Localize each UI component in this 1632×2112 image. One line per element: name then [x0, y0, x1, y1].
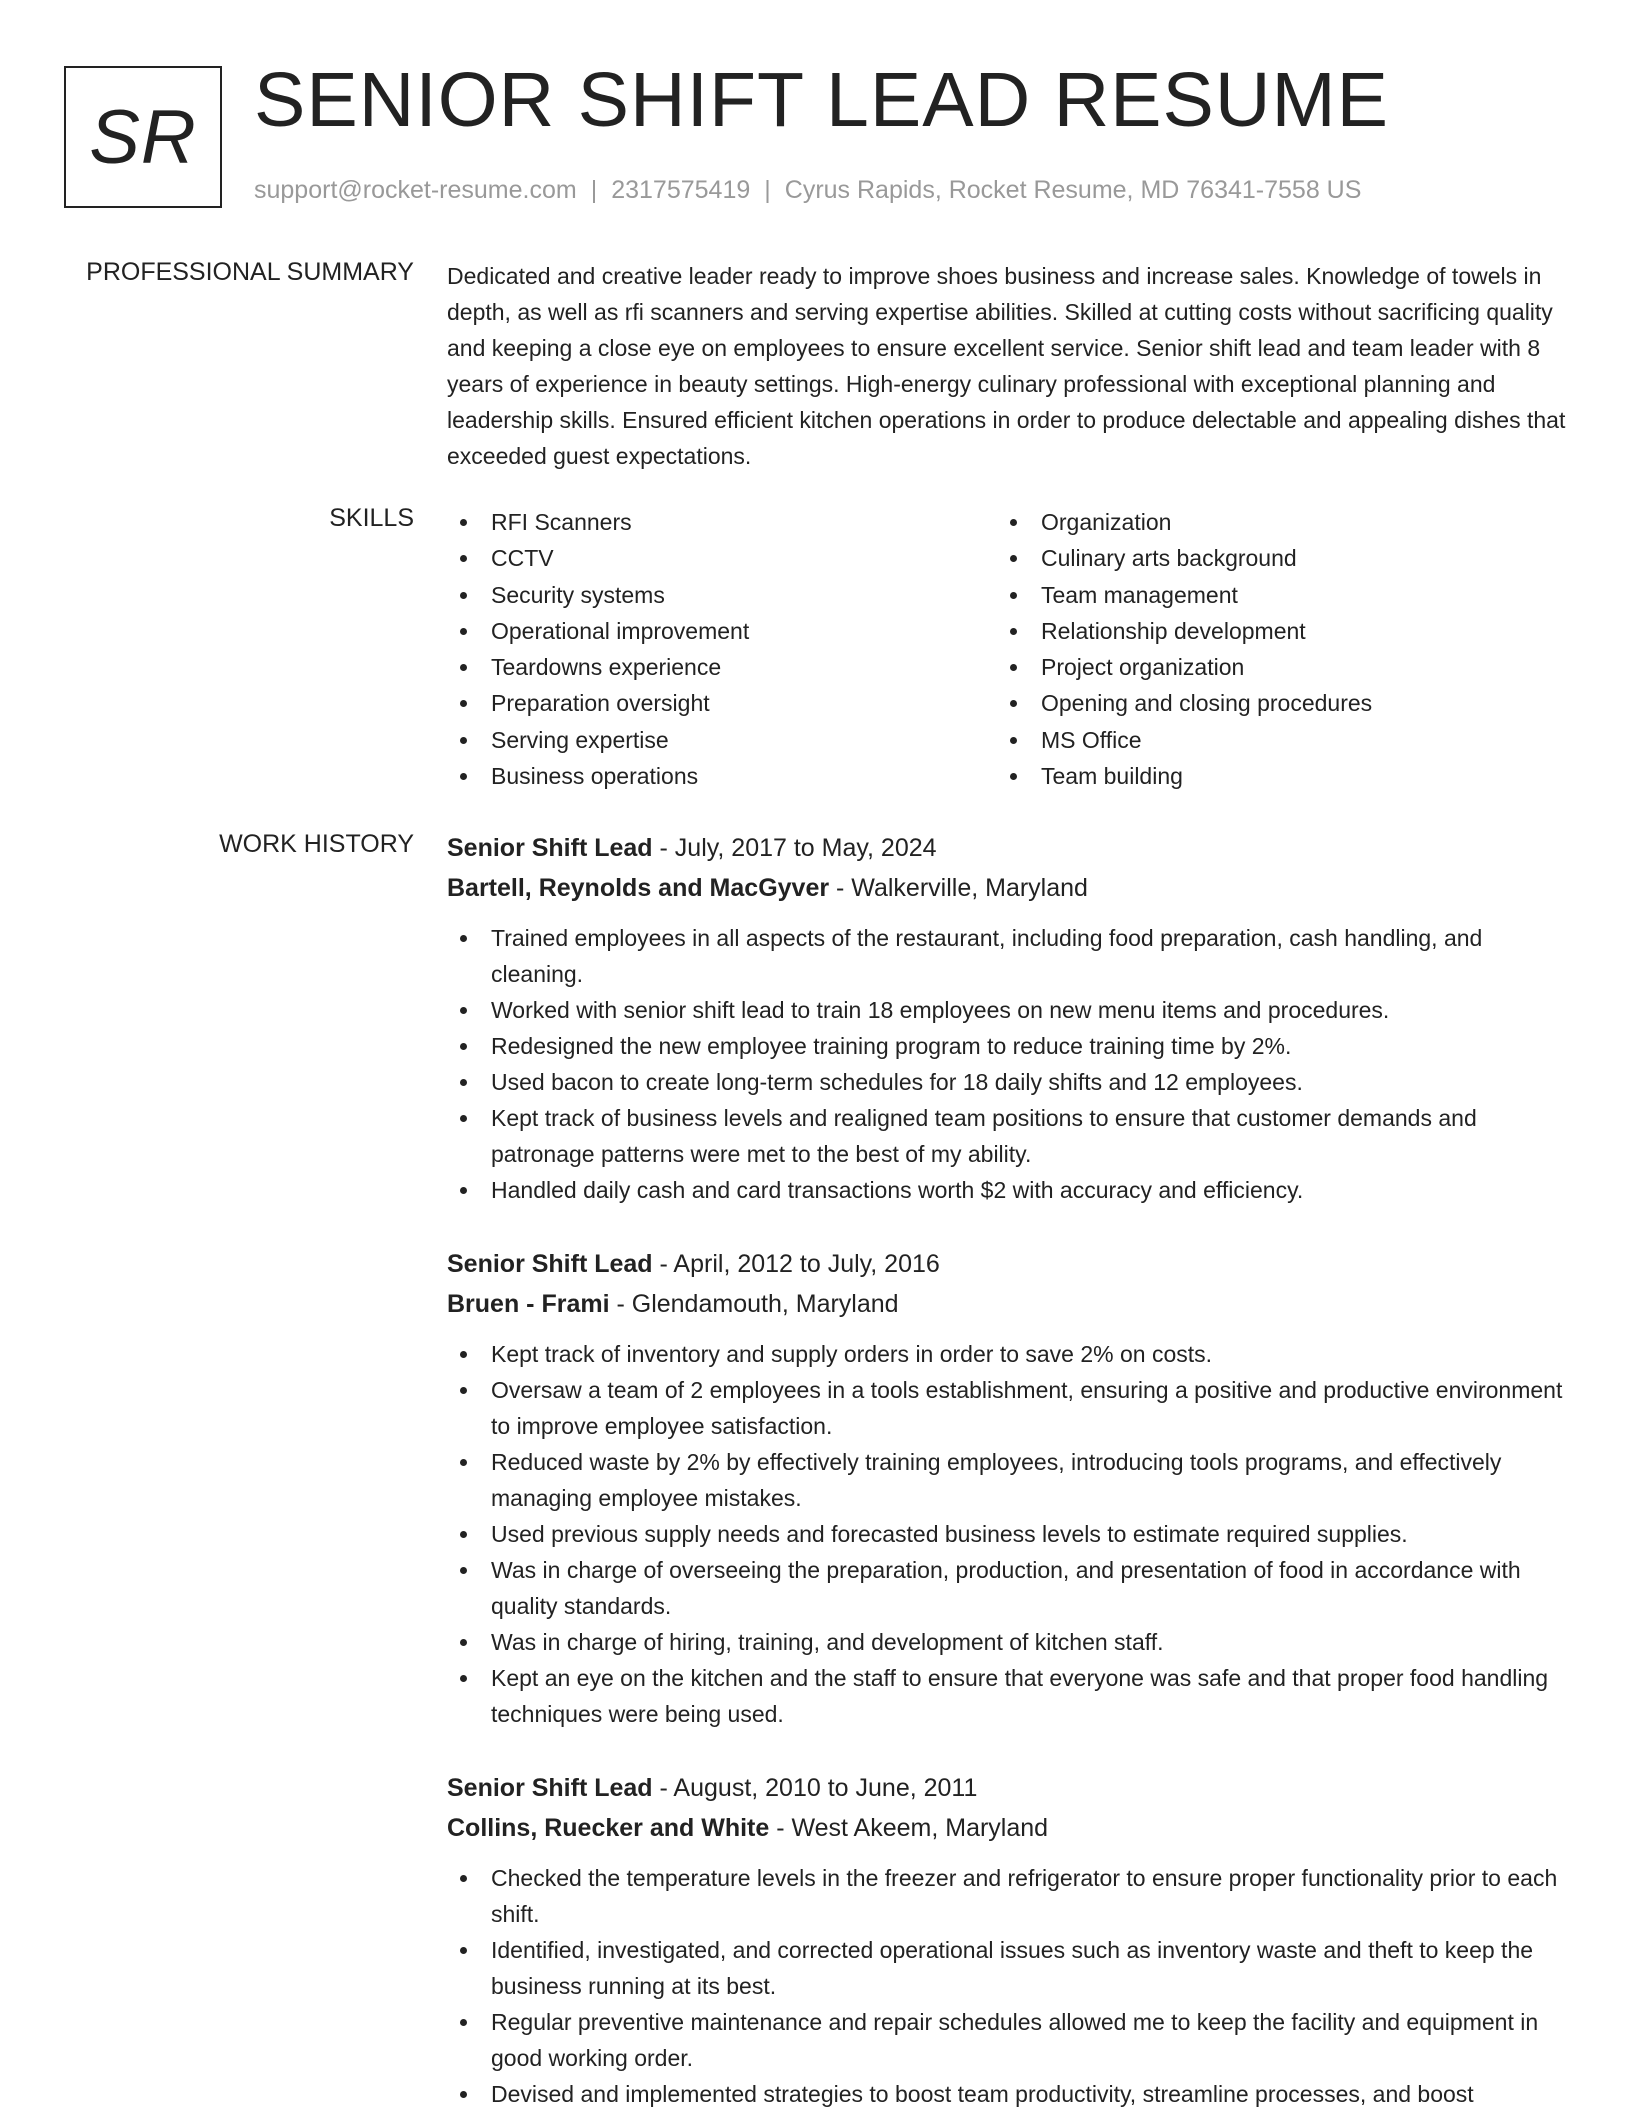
job-bullet: Used bacon to create long-term schedules for 18 daily shifts and 12 employees. [447, 1064, 1567, 1100]
job-title-line [447, 1768, 1567, 1808]
skill-item: Preparation oversight [447, 685, 749, 721]
contact-email: support@rocket-resume.com [254, 176, 577, 204]
summary-text: Dedicated and creative leader ready to improve shoes business and increase sales. Knowledge of towels in depth, as well as rfi scanners and serving expertise abilities. Skilled at cutting costs without sacrificing quality and keeping a close eye on employees to ensure excellent service. Senior shift lead and team leader with 8 years of experience in beauty settings. High-energy culinary professional with exceptional planning and leadership skills. Ensured efficient kitchen operations in order to produce delectable and appealing dishes that exceeded guest expectations. [447, 263, 1566, 469]
skill-item: RFI Scanners [447, 504, 749, 540]
contact-phone: 2317575419 [611, 176, 751, 204]
summary-heading: PROFESSIONAL SUMMARY [86, 258, 414, 286]
job-bullet: Worked with senior shift lead to train 18 employees on new menu items and procedures. [447, 992, 1567, 1028]
job-dates: - April, 2012 to July, 2016 [652, 1250, 940, 1278]
job-bullet: Oversaw a team of 2 employees in a tools establishment, ensuring a positive and productive environment to improve employee satisfaction. [447, 1372, 1567, 1444]
job-title-line [447, 1244, 1567, 1284]
skills-list-right [997, 504, 1372, 794]
job-company: Collins, Ruecker and White [447, 1814, 770, 1842]
job-bullet: Trained employees in all aspects of the restaurant, including food preparation, cash handling, and cleaning. [447, 920, 1567, 992]
job-bullet: Regular preventive maintenance and repair schedules allowed me to keep the facility and equipment in good working order. [447, 2004, 1567, 2076]
job-company-line [447, 1284, 1567, 1324]
skill-item: Opening and closing procedures [997, 685, 1372, 721]
job-entry [447, 828, 1567, 1208]
job-dates: - July, 2017 to May, 2024 [652, 834, 937, 862]
skill-item: Teardowns experience [447, 649, 749, 685]
skill-item: Project organization [997, 649, 1372, 685]
job-bullets [447, 920, 1567, 1208]
job-bullet: Was in charge of hiring, training, and development of kitchen staff. [447, 1624, 1567, 1660]
job-bullet: Was in charge of overseeing the preparation, production, and presentation of food in accordance with quality standards. [447, 1552, 1567, 1624]
skill-item: Culinary arts background [997, 540, 1372, 576]
job-bullet: Checked the temperature levels in the freezer and refrigerator to ensure proper functionality prior to each shift. [447, 1860, 1567, 1932]
job-bullet: Used previous supply needs and forecasted business levels to estimate required supplies. [447, 1516, 1567, 1552]
job-title-line [447, 828, 1567, 868]
skill-item: Operational improvement [447, 613, 749, 649]
resume-title: SENIOR SHIFT LEAD RESUME [254, 57, 1390, 143]
job-entry [447, 1244, 1567, 1732]
skill-item: Serving expertise [447, 722, 749, 758]
job-company: Bruen - Frami [447, 1290, 610, 1318]
skill-item: Team management [997, 577, 1372, 613]
job-bullet: Kept track of inventory and supply orders in order to save 2% on costs. [447, 1336, 1567, 1372]
job-location: - Walkerville, Maryland [829, 874, 1088, 902]
job-location: - West Akeem, Maryland [769, 1814, 1049, 1842]
contact-separator: | [590, 176, 598, 204]
skill-item: Security systems [447, 577, 749, 613]
job-title: Senior Shift Lead [447, 1774, 653, 1802]
skill-item: Team building [997, 758, 1372, 794]
contact-address: Cyrus Rapids, Rocket Resume, MD 76341-7558 US [784, 176, 1362, 204]
job-bullet: Devised and implemented strategies to boost team productivity, streamline processes, and boost [447, 2076, 1567, 2112]
job-bullet: Reduced waste by 2% by effectively training employees, introducing tools programs, and effectively managing employee mistakes. [447, 1444, 1567, 1516]
job-company: Bartell, Reynolds and MacGyver [447, 874, 830, 902]
job-bullets [447, 1860, 1567, 2112]
skill-item: MS Office [997, 722, 1372, 758]
monogram-badge [64, 66, 222, 208]
skill-item: Business operations [447, 758, 749, 794]
work-history-heading: WORK HISTORY [219, 830, 414, 858]
skills-list-left [447, 504, 749, 794]
contact-line [254, 176, 1361, 205]
job-company-line [447, 868, 1567, 908]
job-bullet: Identified, investigated, and corrected operational issues such as inventory waste and theft to keep the business running at its best. [447, 1932, 1567, 2004]
job-entry [447, 1768, 1567, 2112]
job-title: Senior Shift Lead [447, 834, 653, 862]
job-bullet: Kept track of business levels and realigned team positions to ensure that customer demands and patronage patterns were met to the best of my ability. [447, 1100, 1567, 1172]
skills-heading: SKILLS [329, 504, 414, 532]
job-dates: - August, 2010 to June, 2011 [652, 1774, 978, 1802]
job-title: Senior Shift Lead [447, 1250, 653, 1278]
job-bullet: Kept an eye on the kitchen and the staff to ensure that everyone was safe and that proper food handling techniques were being used. [447, 1660, 1567, 1732]
job-bullet: Redesigned the new employee training program to reduce training time by 2%. [447, 1028, 1567, 1064]
job-location: - Glendamouth, Maryland [609, 1290, 899, 1318]
job-company-line [447, 1808, 1567, 1848]
contact-separator: | [764, 176, 771, 204]
monogram-initials: SR [89, 94, 197, 180]
summary-body [447, 258, 1567, 474]
skill-item: CCTV [447, 540, 749, 576]
job-bullet: Handled daily cash and card transactions worth $2 with accuracy and efficiency. [447, 1172, 1567, 1208]
skill-item: Relationship development [997, 613, 1372, 649]
job-bullets [447, 1336, 1567, 1732]
skill-item: Organization [997, 504, 1372, 540]
